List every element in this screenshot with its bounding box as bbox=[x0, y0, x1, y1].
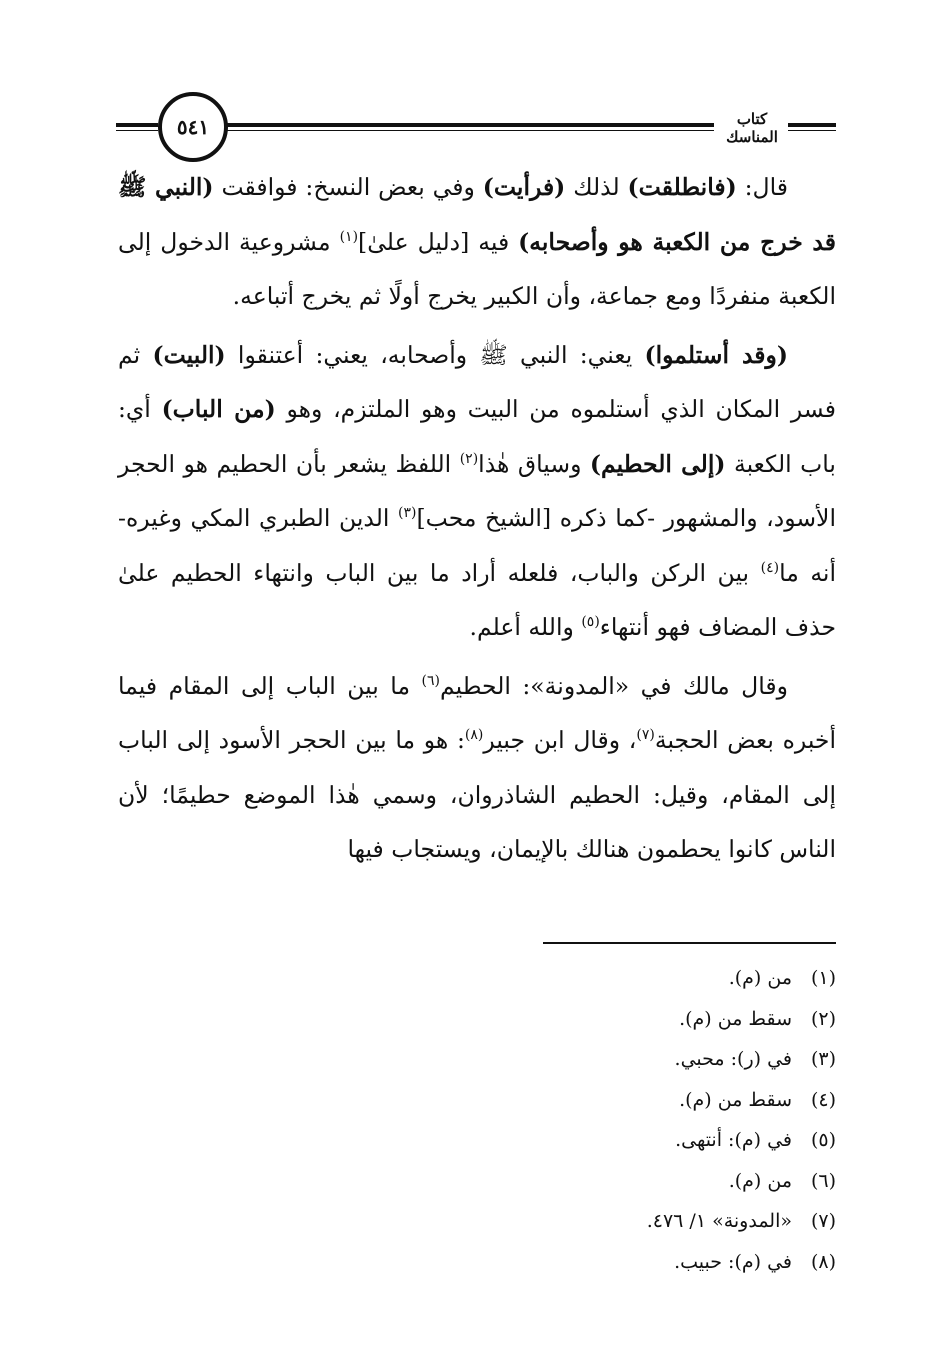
footnote-number: (٣) bbox=[810, 1048, 836, 1070]
footnote-ref: (٦) bbox=[421, 672, 441, 689]
footnote-ref: (١) bbox=[339, 228, 359, 245]
footnote-number: (٥) bbox=[810, 1129, 836, 1151]
footnote-item bbox=[400, 1242, 836, 1283]
text-segment: مشروعية الدخول إلى الكعبة منفردًا ومع جماعة، وأن الكبير يخرج أولًا ثم يخرج أتباعه. bbox=[118, 227, 836, 310]
footnotes-list bbox=[400, 958, 836, 1282]
text-segment: اللفظ يشعر بأن الحطيم هو الحجر الأسود، والمشهور -كما ذكره [الشيخ محب] bbox=[118, 449, 836, 532]
running-title: كتاب المناسك bbox=[726, 110, 778, 146]
text-segment: فيه [دليل علىٰ] bbox=[358, 227, 519, 256]
header-rule-left bbox=[116, 123, 158, 127]
page-number bbox=[158, 92, 228, 162]
paragraph-1 bbox=[118, 160, 836, 324]
text-segment: وفي بعض النسخ: فوافقت bbox=[213, 173, 483, 201]
footnote-number: (٨) bbox=[810, 1250, 836, 1273]
footnote-text: من (م). bbox=[728, 1169, 792, 1192]
header-rule-middle bbox=[226, 123, 714, 127]
text-segment: الدين الطبري المكي وغيره- أنه ما bbox=[118, 504, 836, 587]
footnote-item bbox=[400, 999, 836, 1040]
footnote-ref: (٥) bbox=[581, 614, 600, 631]
paragraph-2 bbox=[118, 328, 836, 655]
bold-term: (وقد أستلموا) bbox=[644, 340, 788, 369]
footnote-item bbox=[400, 1080, 836, 1121]
text-segment: ثم فسر المكان الذي أستلموه من البيت وهو الملتزم، وهو bbox=[118, 340, 836, 423]
footnote-ref: (٨) bbox=[464, 727, 484, 744]
text-segment: بين الركن والباب، فلعله أراد ما بين الباب وانتهاء الحطيم علىٰ حذف المضاف فهو أنتهاء bbox=[118, 558, 836, 641]
page-header bbox=[116, 92, 836, 162]
text-segment: وسياق هٰذا bbox=[478, 449, 590, 478]
footnote-item bbox=[400, 1161, 836, 1202]
text-segment: يعني: النبي ﷺ وأصحابه، يعني: أعتنقوا bbox=[225, 340, 645, 369]
bold-term: (النبي ﷺ قد خرج من الكعبة هو وأصحابه) bbox=[118, 173, 837, 256]
footnote-text: في (م): أنتهى. bbox=[675, 1129, 792, 1151]
footnote-ref: (٤) bbox=[760, 559, 780, 576]
header-rule-middle-thin bbox=[226, 130, 714, 131]
footnote-number: (٤) bbox=[810, 1088, 836, 1111]
header-rule-right bbox=[788, 123, 836, 127]
footnote-ref: (٢) bbox=[459, 450, 479, 467]
footnote-number: (٢) bbox=[810, 1007, 836, 1030]
page-number-text: ٥٤١ bbox=[176, 115, 210, 139]
footnote-item bbox=[400, 1120, 836, 1161]
main-text bbox=[118, 160, 836, 877]
bold-term: (فانطلقت) bbox=[627, 173, 737, 201]
footnote-number: (١) bbox=[810, 967, 836, 989]
bold-term: (البيت) bbox=[152, 340, 226, 369]
footnote-number: (٧) bbox=[810, 1210, 836, 1232]
text-segment: ، وقال ابن جبير bbox=[483, 726, 637, 754]
text-segment: ما بين الباب إلى المقام فيما أخبره بعض الحجبة bbox=[118, 671, 836, 754]
footnote-text: في (ر): محبي. bbox=[674, 1048, 792, 1070]
footnote-text: سقط من (م). bbox=[679, 1007, 792, 1030]
footnote-text: من (م). bbox=[728, 967, 792, 989]
footnote-text: «المدونة» ١/ ٤٧٦. bbox=[646, 1210, 792, 1232]
text-segment: قال: bbox=[736, 173, 788, 201]
text-segment: لذلك bbox=[565, 173, 628, 201]
footnote-number: (٦) bbox=[810, 1169, 836, 1192]
footnote-ref: (٣) bbox=[398, 505, 417, 522]
text-segment: وقال مالك في «المدونة»: الحطيم bbox=[440, 671, 788, 700]
header-rule-right-thin bbox=[788, 130, 836, 131]
header-rule-left-thin bbox=[116, 130, 158, 131]
footnote-item bbox=[400, 958, 836, 999]
bold-term: (فرأيت) bbox=[482, 173, 566, 201]
footnote-ref: (٧) bbox=[636, 727, 655, 744]
footnote-item bbox=[400, 1201, 836, 1242]
text-segment: : هو ما بين الحجر الأسود إلى الباب إلى المقام، وقيل: الحطيم الشاذروان، وسمي هٰذا الموضع حطيمًا؛ لأن الناس كانوا يحطمون هنالك بالإيمان، ويستجاب فيها bbox=[118, 726, 836, 863]
footnote-item bbox=[400, 1039, 836, 1080]
paragraph-3 bbox=[118, 659, 836, 877]
bold-term: (من الباب) bbox=[161, 395, 276, 423]
bold-term: (إلى الحطيم) bbox=[589, 449, 726, 478]
footnote-separator bbox=[543, 942, 836, 944]
text-segment: أي: باب الكعبة bbox=[118, 395, 836, 478]
text-segment: والله أعلم. bbox=[469, 613, 582, 641]
footnote-text: سقط من (م). bbox=[679, 1088, 792, 1111]
footnote-text: في (م): حبيب. bbox=[674, 1250, 792, 1273]
